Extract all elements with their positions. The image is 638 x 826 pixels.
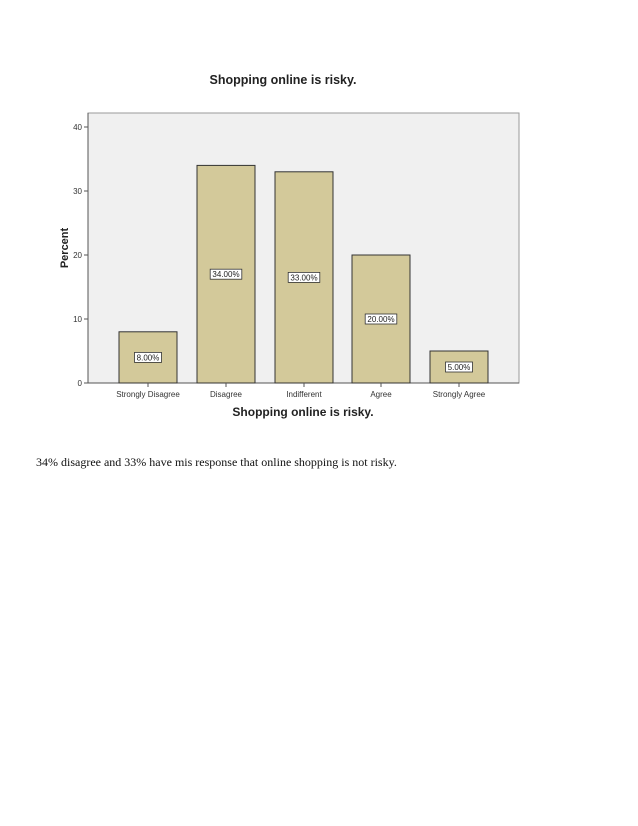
- caption-text: 34% disagree and 33% have mis response that online shopping is not risky.: [36, 455, 397, 469]
- data-label: 34.00%: [212, 270, 240, 280]
- x-axis-label: Shopping online is risky.: [232, 405, 374, 419]
- y-tick-label: 0: [77, 379, 82, 388]
- x-tick-label: Agree: [370, 390, 392, 399]
- y-tick-label: 10: [73, 315, 82, 324]
- y-ticks: [73, 123, 88, 388]
- data-label: 20.00%: [367, 315, 395, 324]
- chart-title-text: Shopping online is risky.: [209, 73, 357, 87]
- x-tick-label: Disagree: [209, 390, 243, 399]
- y-tick-label: 40: [73, 123, 82, 132]
- y-tick-label: 20: [73, 251, 82, 260]
- x-tick-label: Strongly Disagree: [116, 390, 180, 399]
- x-tick-label: Strongly Agree: [432, 390, 486, 399]
- x-tick-label: Indifferent: [286, 390, 322, 399]
- x-ticks: [116, 383, 486, 399]
- data-label: 33.00%: [290, 273, 318, 283]
- y-tick-label: 30: [73, 187, 82, 196]
- y-axis-label: Percent: [59, 227, 71, 269]
- data-label: 8.00%: [136, 353, 160, 363]
- data-label: 5.00%: [447, 363, 471, 372]
